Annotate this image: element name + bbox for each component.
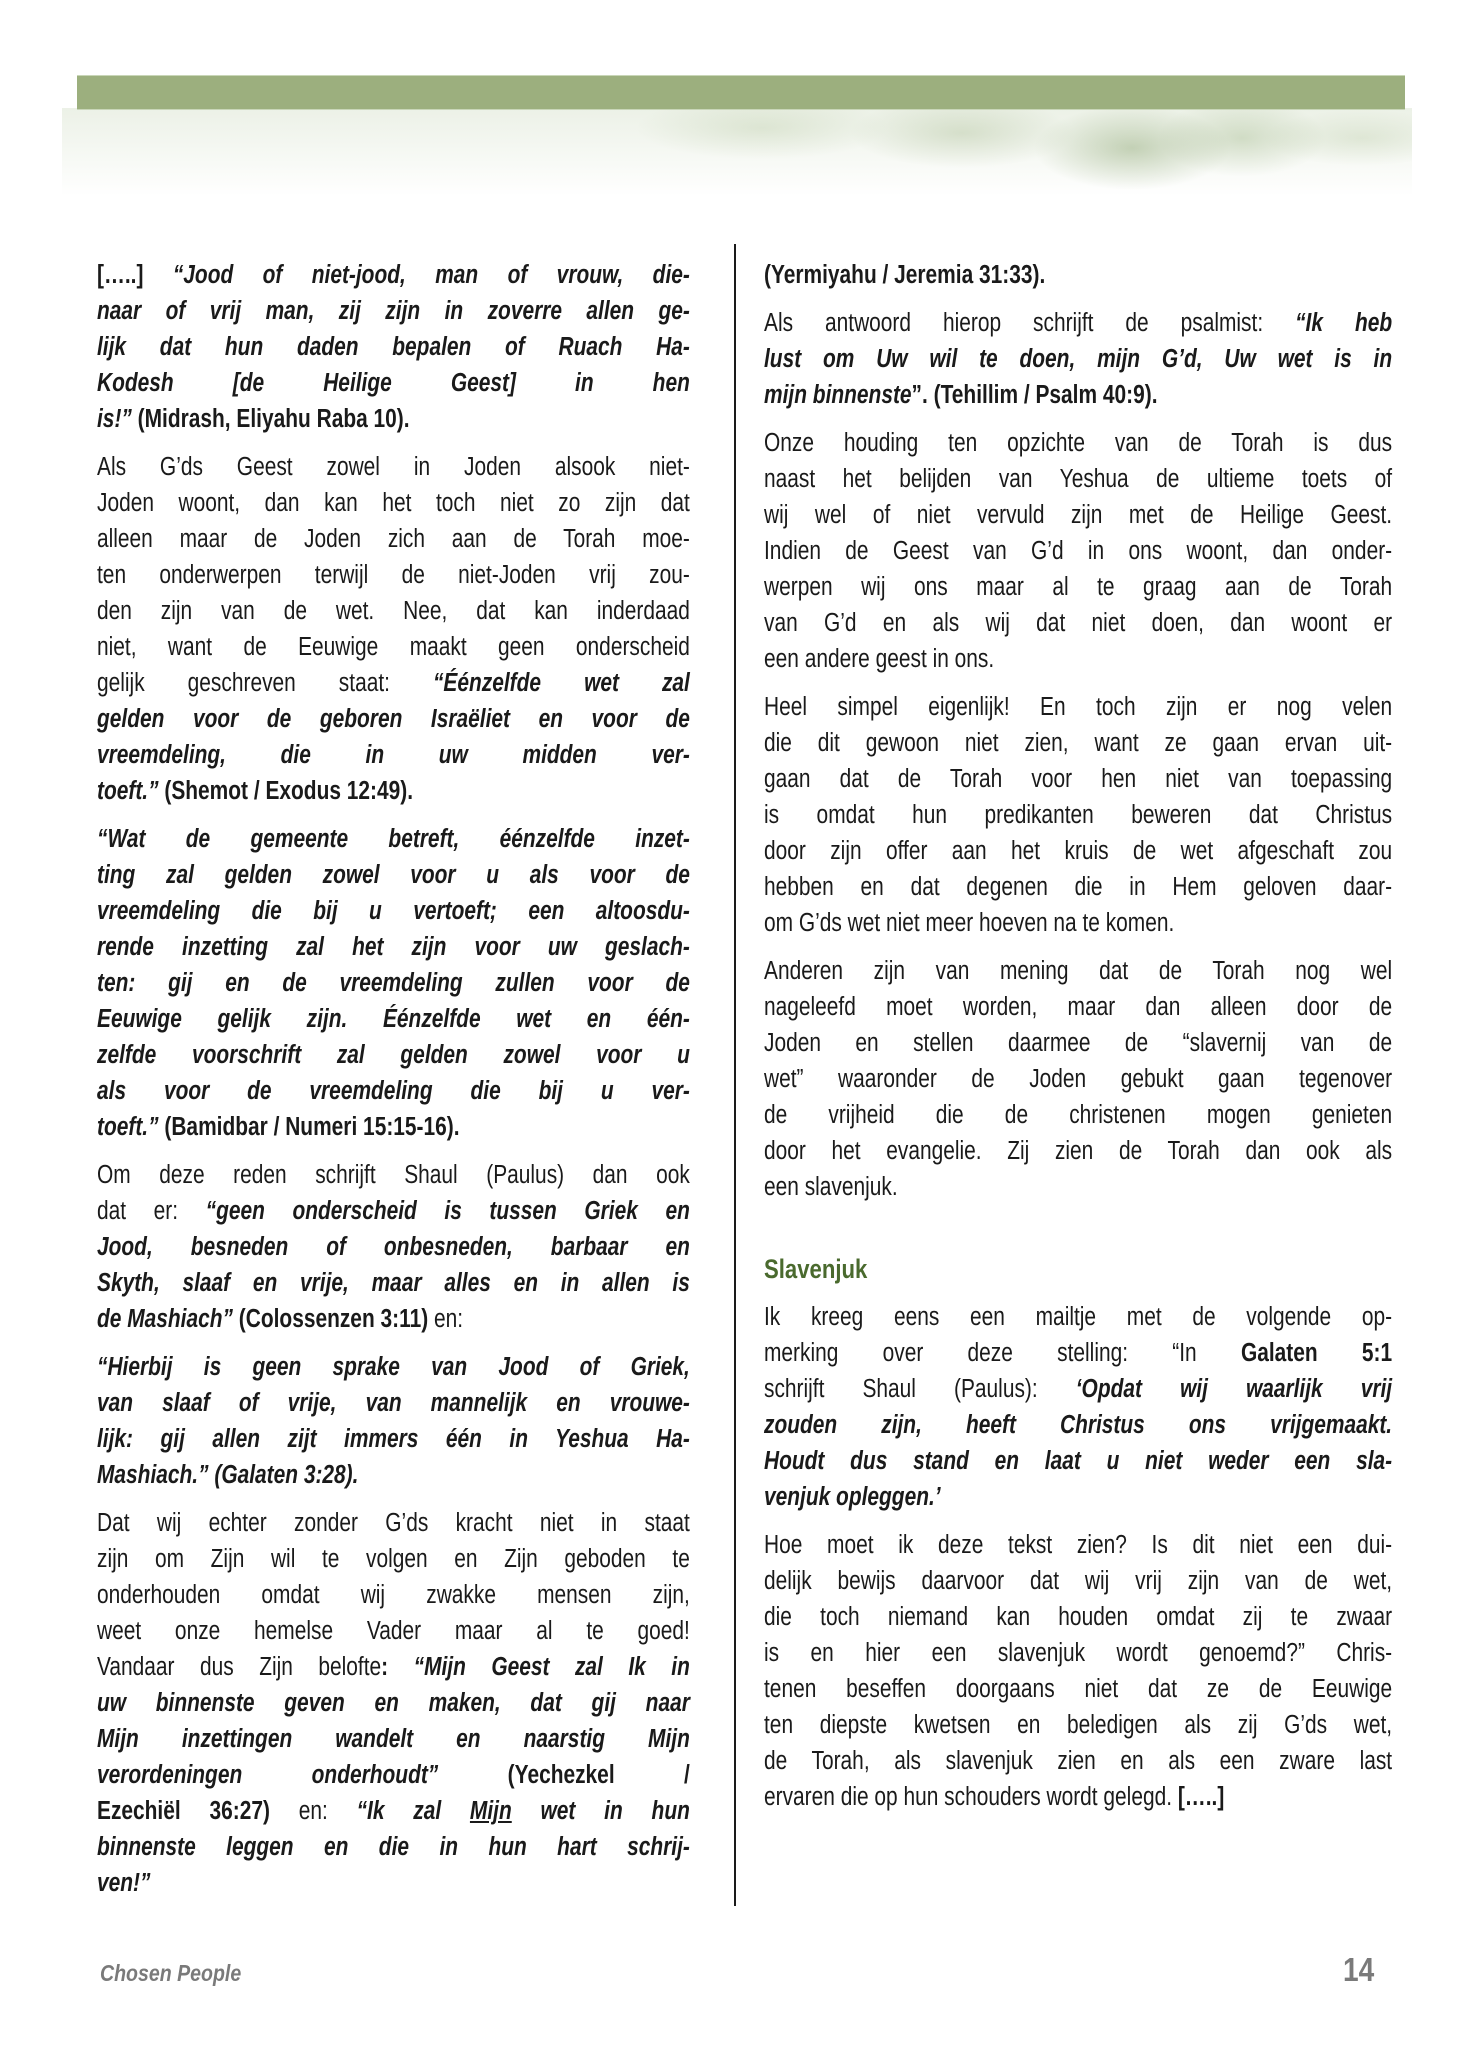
text-line xyxy=(764,797,1392,833)
text-line xyxy=(764,569,1392,605)
text-line xyxy=(97,1229,690,1265)
text-run: ven!” xyxy=(97,1869,151,1897)
text-run: tenen beseffen doorgaans niet dat ze de Eeuwige xyxy=(764,1675,1393,1703)
text-line xyxy=(97,629,690,665)
text-run: weet onze hemelse Vader maar al te goed! xyxy=(97,1617,690,1645)
text-run: Mijn xyxy=(469,1797,512,1825)
text-line xyxy=(97,521,690,557)
text-run: […..] xyxy=(97,261,173,289)
paragraph xyxy=(764,305,1392,413)
text-line xyxy=(97,965,690,1001)
text-run: de vrijheid die de christenen mogen genieten xyxy=(764,1101,1393,1129)
text-run: niet, want de Eeuwige maakt geen onderscheid xyxy=(97,633,690,661)
text-line xyxy=(97,365,690,401)
paragraph xyxy=(764,953,1392,1205)
text-line xyxy=(97,1613,690,1649)
text-line xyxy=(97,929,690,965)
text-line xyxy=(97,1157,690,1193)
text-line xyxy=(764,533,1392,569)
text-line xyxy=(764,1169,1392,1205)
text-line xyxy=(97,557,690,593)
text-run: een slavenjuk. xyxy=(764,1173,898,1201)
text-line xyxy=(97,1385,690,1421)
text-line xyxy=(97,1505,690,1541)
text-line xyxy=(764,689,1392,725)
right-column xyxy=(764,257,1392,1827)
paragraph xyxy=(764,1299,1392,1515)
text-line xyxy=(97,737,690,773)
text-line xyxy=(97,1865,690,1901)
footer-publication-title: Chosen People xyxy=(100,1960,242,1986)
text-run: is omdat hun predikanten beweren dat Christus xyxy=(764,801,1393,829)
text-run: en: xyxy=(269,1797,357,1825)
paragraph xyxy=(764,257,1392,293)
text-run: ‘Opdat wij waarlijk vrij xyxy=(1075,1375,1393,1403)
text-line xyxy=(764,1599,1392,1635)
text-run: dat er: xyxy=(97,1197,206,1225)
text-run: (Shemot / Exodus 12:49). xyxy=(158,777,414,805)
text-run: Onze houding ten opzichte van de Torah is dus xyxy=(764,429,1393,457)
text-line xyxy=(764,1479,1392,1515)
text-line xyxy=(764,461,1392,497)
paragraph xyxy=(97,1505,690,1901)
text-run: Joden en stellen daarmee de “slavernij van de xyxy=(764,1029,1393,1057)
text-run: “Hierbij is geen sprake van Jood of Griek, xyxy=(97,1353,690,1381)
text-run: Joden woont, dan kan het toch niet zo zijn dat xyxy=(97,489,690,517)
text-run: “Ik zal xyxy=(356,1797,470,1825)
text-line xyxy=(764,1407,1392,1443)
text-run: die toch niemand kan houden omdat zij te zwaar xyxy=(764,1603,1393,1631)
text-line xyxy=(764,1443,1392,1479)
text-run: werpen wij ons maar al te graag aan de Torah xyxy=(764,573,1393,601)
text-run: binnenste leggen en die in hun hart schrij- xyxy=(97,1833,690,1861)
page-number: 14 xyxy=(1343,1951,1375,1988)
text-run: zouden zijn, heeft Christus ons vrijgemaakt. xyxy=(764,1411,1393,1439)
text-line xyxy=(97,1421,690,1457)
text-run: die dit gewoon niet zien, want ze gaan ervan uit- xyxy=(764,729,1393,757)
text-line xyxy=(764,905,1392,941)
text-line xyxy=(97,1829,690,1865)
text-line xyxy=(97,821,690,857)
text-line xyxy=(97,401,690,437)
text-line xyxy=(764,1779,1392,1815)
paragraph xyxy=(764,1527,1392,1815)
text-line xyxy=(764,1299,1392,1335)
paragraph xyxy=(764,689,1392,941)
text-run: gelden voor de geboren Israëliet en voor de xyxy=(97,705,690,733)
text-line xyxy=(764,305,1392,341)
text-run: onderhouden omdat wij zwakke mensen zijn, xyxy=(97,1581,690,1609)
text-run: (Colossenzen 3:11) xyxy=(232,1305,429,1333)
text-run: ting zal gelden zowel voor u als voor de xyxy=(97,861,690,889)
text-run: […..] xyxy=(1177,1783,1225,1811)
right-column-body-top xyxy=(764,257,1392,1205)
paragraph xyxy=(97,257,690,437)
text-run: merking over deze stelling: “In xyxy=(764,1339,1241,1367)
text-line xyxy=(764,725,1392,761)
text-run: Galaten 5:1 xyxy=(1240,1339,1393,1367)
text-line xyxy=(764,1707,1392,1743)
text-line xyxy=(97,1721,690,1757)
text-line xyxy=(764,605,1392,641)
text-line xyxy=(97,1265,690,1301)
text-run: Vandaar dus Zijn belofte xyxy=(97,1653,382,1681)
text-line xyxy=(764,953,1392,989)
text-line xyxy=(97,1577,690,1613)
text-run: als voor de vreemdeling die bij u ver- xyxy=(97,1077,690,1105)
text-line xyxy=(97,293,690,329)
text-run: naast het belijden van Yeshua de ultieme toets of xyxy=(764,465,1393,493)
text-run: toeft.” xyxy=(97,777,159,805)
text-line xyxy=(97,1193,690,1229)
text-run: rende inzetting zal het zijn voor uw geslach- xyxy=(97,933,690,961)
text-run: mijn binnenste xyxy=(764,381,912,409)
text-run: “Éénzelfde wet zal xyxy=(432,669,690,697)
text-line xyxy=(97,1541,690,1577)
text-run: : xyxy=(381,1653,414,1681)
text-run: hebben en dat degenen die in Hem geloven daar- xyxy=(764,873,1393,901)
text-run: schrijft Shaul (Paulus): xyxy=(764,1375,1076,1403)
text-run: gelijk geschreven staat: xyxy=(97,669,433,697)
text-line xyxy=(764,1097,1392,1133)
paragraph xyxy=(97,1157,690,1337)
text-line xyxy=(97,1793,690,1829)
text-run: Ezechiël 36:27) xyxy=(97,1797,270,1825)
paragraph xyxy=(97,821,690,1145)
text-run: de Torah, als slavenjuk zien en als een zware last xyxy=(764,1747,1393,1775)
text-line xyxy=(764,425,1392,461)
section-heading: Slavenjuk xyxy=(764,1254,868,1284)
text-run: den zijn van de wet. Nee, dat kan inderdaad xyxy=(97,597,690,625)
text-line xyxy=(764,761,1392,797)
text-run: Mijn inzettingen wandelt en naarstig Mijn xyxy=(97,1725,690,1753)
text-line xyxy=(764,257,1392,293)
text-line xyxy=(764,1133,1392,1169)
text-run: en: xyxy=(428,1305,464,1333)
text-run: is!” xyxy=(97,405,132,433)
text-line xyxy=(97,1649,690,1685)
text-run: delijk bewijs daarvoor dat wij vrij zijn van de wet, xyxy=(764,1567,1393,1595)
text-run: Indien de Geest van G’d in ons woont, dan onder- xyxy=(764,537,1393,565)
column-divider xyxy=(734,244,736,1906)
paragraph xyxy=(764,425,1392,677)
text-run: Skyth, slaaf en vrije, maar alles en in allen is xyxy=(97,1269,690,1297)
text-run: wet” waaronder de Joden gebukt gaan tegenover xyxy=(764,1065,1393,1093)
text-run: (Yechezkel / xyxy=(438,1761,690,1789)
text-run: lijk: gij allen zijt immers één in Yeshua Ha- xyxy=(97,1425,690,1453)
text-line xyxy=(764,1335,1392,1371)
text-line xyxy=(97,1109,690,1145)
text-run: Als G’ds Geest zowel in Joden alsook niet- xyxy=(97,453,690,481)
text-run: Heel simpel eigenlijk! En toch zijn er nog velen xyxy=(764,693,1393,721)
text-run: lijk dat hun daden bepalen of Ruach Ha- xyxy=(97,333,690,361)
text-run: Om deze reden schrijft Shaul (Paulus) dan ook xyxy=(97,1161,690,1189)
text-run: lust om Uw wil te doen, mijn G’d, Uw wet is in xyxy=(764,345,1393,373)
text-line xyxy=(97,593,690,629)
text-run: ”. (Tehillim / Psalm 40:9). xyxy=(911,381,1158,409)
text-run: verordeningen onderhoudt” xyxy=(97,1761,439,1789)
text-run: Kodesh [de Heilige Geest] in hen xyxy=(97,369,690,397)
text-run: Ik kreeg eens een mailtje met de volgende op- xyxy=(764,1303,1393,1331)
text-run: Dat wij echter zonder G’ds kracht niet in staat xyxy=(97,1509,690,1537)
text-run: ervaren die op hun schouders wordt gelegd. xyxy=(764,1783,1178,1811)
text-run: Eeuwige gelijk zijn. Éénzelfde wet en één- xyxy=(97,1005,690,1033)
text-run: is en hier een slavenjuk wordt genoemd?” Chris- xyxy=(764,1639,1393,1667)
text-run: “Wat de gemeente betreft, éénzelfde inzet- xyxy=(97,825,690,853)
text-run: wet in hun xyxy=(511,1797,690,1825)
text-line xyxy=(97,893,690,929)
text-run: gaan dat de Torah voor hen niet van toepassing xyxy=(764,765,1393,793)
text-line xyxy=(764,1025,1392,1061)
text-run: zelfde voorschrift zal gelden zowel voor u xyxy=(97,1041,690,1069)
text-line xyxy=(764,1527,1392,1563)
text-run: Anderen zijn van mening dat de Torah nog wel xyxy=(764,957,1393,985)
text-line xyxy=(97,1685,690,1721)
text-line xyxy=(764,1635,1392,1671)
text-run: van G’d en als wij dat niet doen, dan woont er xyxy=(764,609,1393,637)
text-run: (Yermiyahu / Jeremia 31:33). xyxy=(764,261,1046,289)
text-line xyxy=(97,857,690,893)
text-line xyxy=(764,341,1392,377)
text-run: Houdt dus stand en laat u niet weder een sla- xyxy=(764,1447,1393,1475)
text-run: de Mashiach” xyxy=(97,1305,233,1333)
text-line xyxy=(97,1349,690,1385)
text-run: een andere geest in ons. xyxy=(764,645,995,673)
text-line xyxy=(764,833,1392,869)
text-line xyxy=(764,869,1392,905)
text-line xyxy=(97,1073,690,1109)
text-run: venjuk opleggen.’ xyxy=(764,1483,941,1511)
paragraph xyxy=(97,1349,690,1493)
text-line xyxy=(764,1743,1392,1779)
text-line xyxy=(97,257,690,293)
text-run: naar of vrij man, zij zijn in zoverre allen ge- xyxy=(97,297,690,325)
text-run: Mashiach.” (Galaten 3:28). xyxy=(97,1461,359,1489)
left-column xyxy=(97,257,690,1913)
text-run: “geen onderscheid is tussen Griek en xyxy=(205,1197,690,1225)
text-run: alleen maar de Joden zich aan de Torah moe- xyxy=(97,525,690,553)
text-run: “Mijn Geest zal Ik in xyxy=(413,1653,690,1681)
header-accent-bar xyxy=(77,75,1405,110)
text-line xyxy=(97,1457,690,1493)
text-line xyxy=(764,497,1392,533)
text-run: Jood, besneden of onbesneden, barbaar en xyxy=(97,1233,690,1261)
text-line xyxy=(764,641,1392,677)
text-run: om G’ds wet niet meer hoeven na te komen. xyxy=(764,909,1175,937)
text-run: “Jood of niet-jood, man of vrouw, die- xyxy=(172,261,690,289)
text-line xyxy=(97,1757,690,1793)
text-run: door zijn offer aan het kruis de wet afgeschaft zou xyxy=(764,837,1393,865)
text-run: vreemdeling, die in uw midden ver- xyxy=(97,741,690,769)
text-line xyxy=(97,329,690,365)
text-line xyxy=(97,1037,690,1073)
text-run: Hoe moet ik deze tekst zien? Is dit niet een dui- xyxy=(764,1531,1393,1559)
header-texture-band xyxy=(62,108,1412,196)
text-run: ten diepste kwetsen en beledigen als zij G’ds wet, xyxy=(764,1711,1393,1739)
text-run: vreemdeling die bij u vertoeft; een altoosdu- xyxy=(97,897,690,925)
text-line xyxy=(764,1371,1392,1407)
text-line xyxy=(764,1671,1392,1707)
text-run: uw binnenste geven en maken, dat gij naar xyxy=(97,1689,690,1717)
text-line xyxy=(764,377,1392,413)
text-line xyxy=(97,1301,690,1337)
text-line xyxy=(97,665,690,701)
text-run: (Bamidbar / Numeri 15:15-16). xyxy=(158,1113,460,1141)
text-line xyxy=(97,1001,690,1037)
text-line xyxy=(764,1061,1392,1097)
text-run: ten onderwerpen terwijl de niet-Joden vrij zou- xyxy=(97,561,690,589)
text-line xyxy=(97,773,690,809)
text-run: van slaaf of vrije, van mannelijk en vrouwe- xyxy=(97,1389,690,1417)
text-run: Als antwoord hierop schrijft de psalmist: xyxy=(764,309,1296,337)
text-line xyxy=(97,449,690,485)
text-line xyxy=(97,485,690,521)
text-run: wij wel of niet vervuld zijn met de Heilige Geest. xyxy=(764,501,1393,529)
text-line xyxy=(764,989,1392,1025)
right-column-body-bottom xyxy=(764,1299,1392,1815)
text-run: nageleefd moet worden, maar dan alleen door de xyxy=(764,993,1393,1021)
text-run: “Ik heb xyxy=(1295,309,1393,337)
text-run: (Midrash, Eliyahu Raba 10). xyxy=(131,405,410,433)
text-run: zijn om Zijn wil te volgen en Zijn geboden te xyxy=(97,1545,690,1573)
text-line xyxy=(764,1563,1392,1599)
text-run: toeft.” xyxy=(97,1113,159,1141)
paragraph xyxy=(97,449,690,809)
text-line xyxy=(97,701,690,737)
text-run: door het evangelie. Zij zien de Torah dan ook als xyxy=(764,1137,1393,1165)
text-run: ten: gij en de vreemdeling zullen voor de xyxy=(97,969,690,997)
